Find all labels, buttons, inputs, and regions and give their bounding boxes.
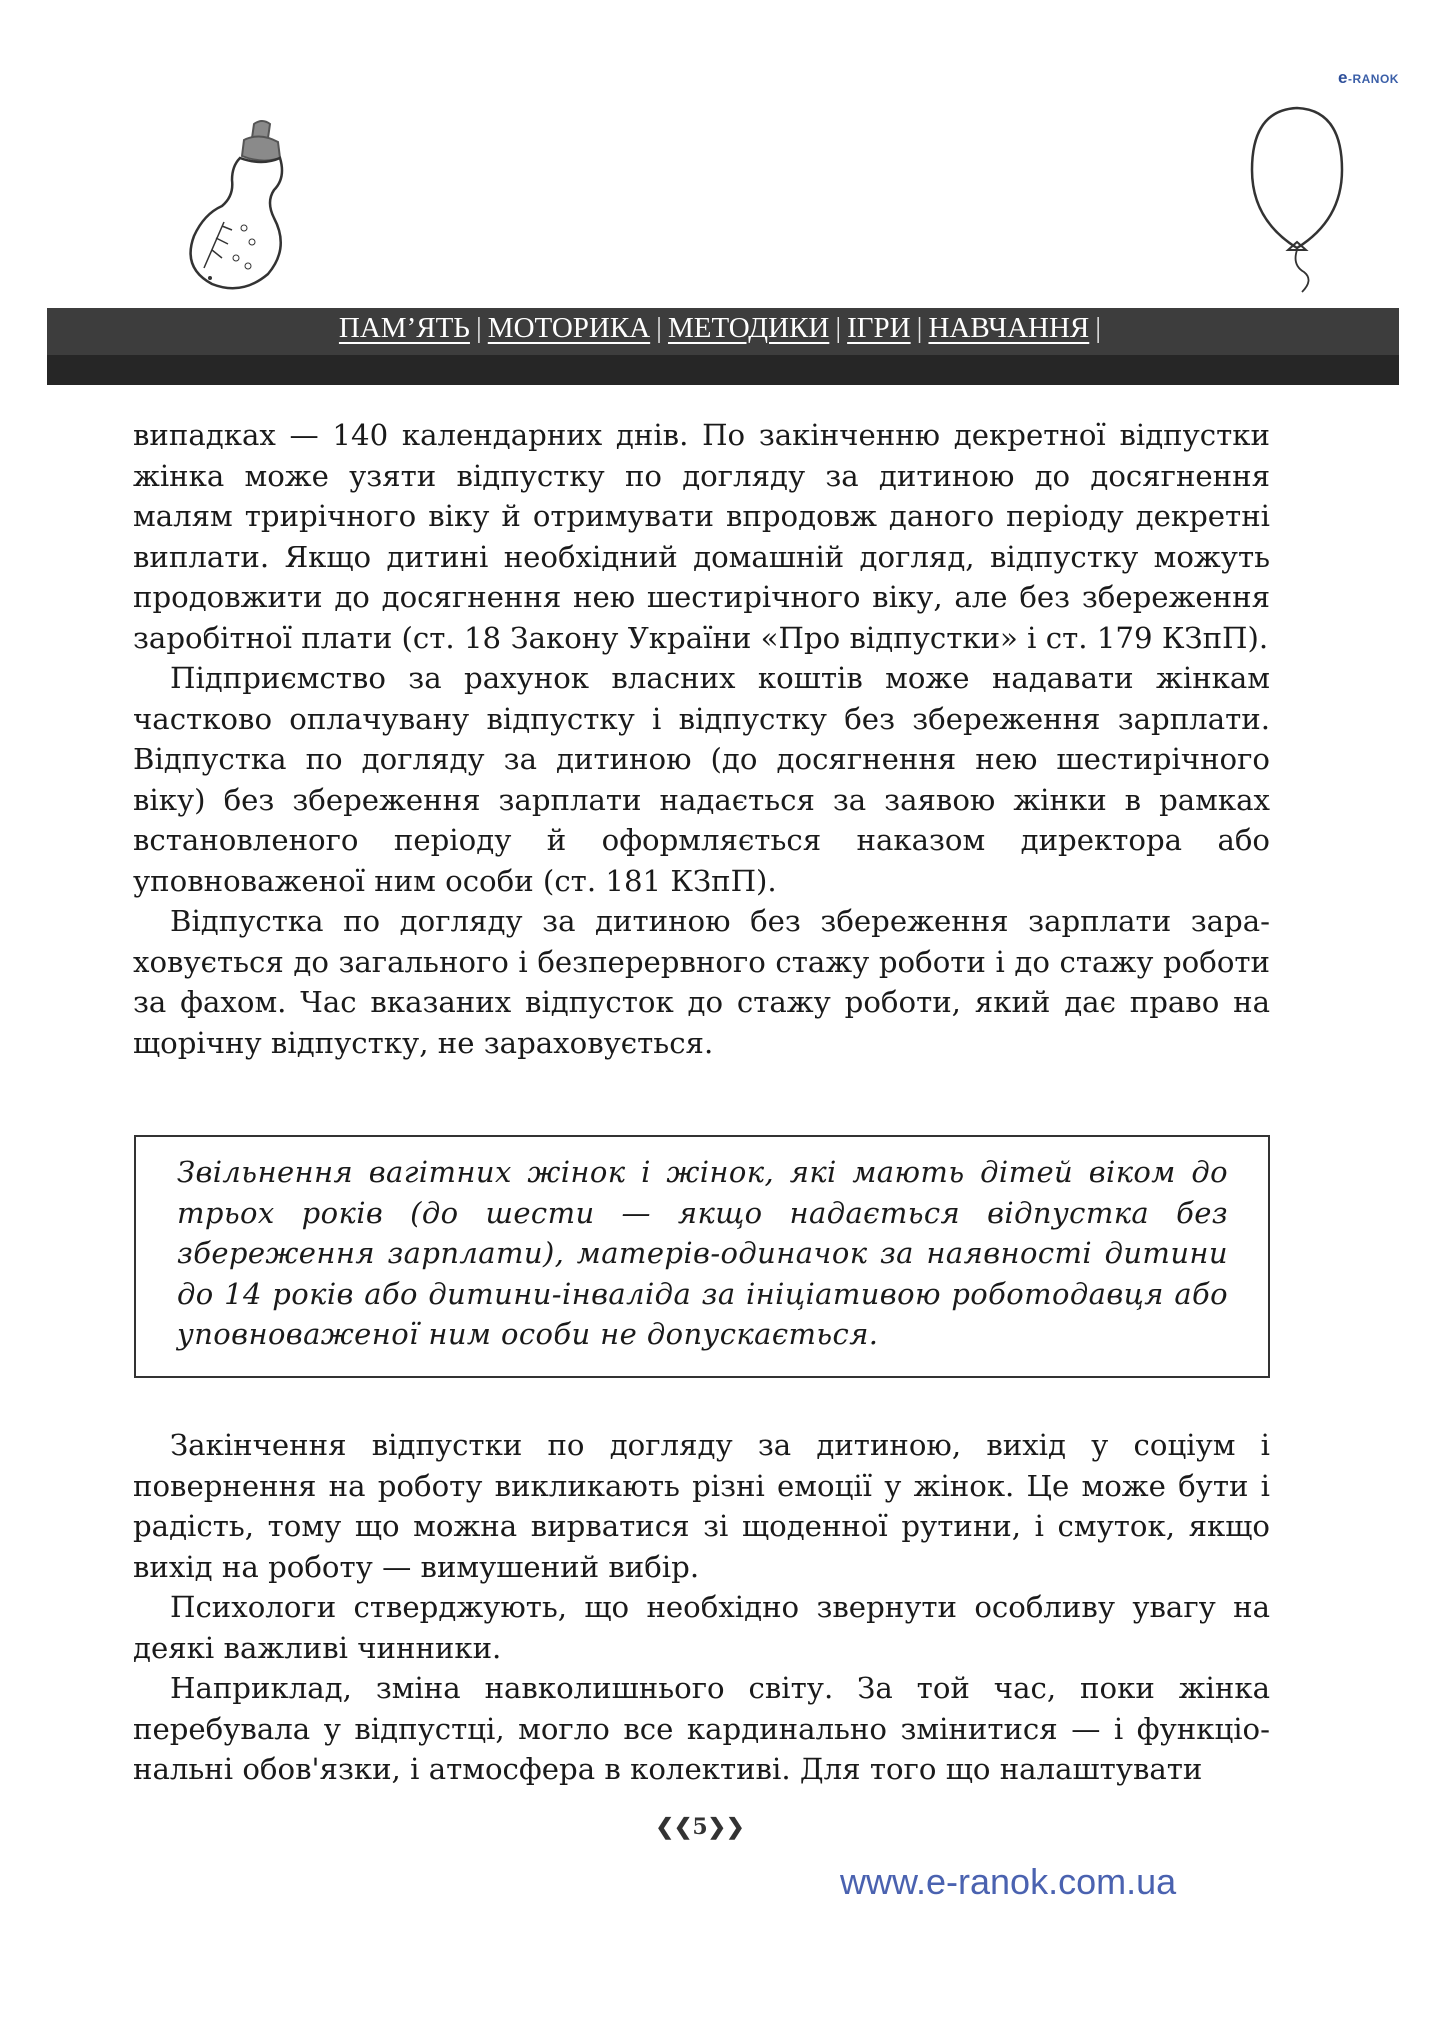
page-number: [645, 1814, 755, 1840]
nav-link-motorics[interactable]: МОТОРИКА: [487, 312, 651, 344]
balloon-icon: [1242, 100, 1352, 295]
paragraph: випадках — 140 календарних днів. По закінченню декретної відпустки жінка може узяти відпустку по догляду за дитиною до досягнення малям трирічного віку й отримувати впродовж даного періоду декретні виплати. Якщо дитині необхідний домашній догляд, відпустку можуть продовжити до досягнення нею шестирічного віку, але без збереження заробітної плати (ст. 18 Закону України «Про відпустки» і ст. 179 КЗпП).: [133, 418, 1270, 655]
body-text-bottom: [133, 1425, 1270, 1790]
nav-separator: |: [475, 312, 482, 344]
nav-separator: |: [1095, 312, 1102, 344]
footer-url[interactable]: www.e-ranok.com.ua: [840, 1861, 1177, 1902]
nav-link-learning[interactable]: НАВЧАННЯ: [928, 312, 1090, 344]
paragraph: Наприклад, зміна навколишнього світу. За той час, поки жінка перебувала у відпустці, могло все кардинально змінитися — і функціональні обов'язки, і атмосфера в колективі. Для того що налаштувати: [133, 1671, 1270, 1786]
paragraph: Психологи стверджують, що необхідно звернути особливу увагу на деякі важливі чинники.: [133, 1590, 1270, 1665]
legal-notice-box: [134, 1135, 1270, 1378]
nav-link-memory[interactable]: ПАМ’ЯТЬ: [338, 312, 470, 344]
nav-separator: |: [656, 312, 662, 344]
paragraph: Підприємство за рахунок власних коштів може надавати жінкам частково оплачувану відпустку і відпустку без збереження зарплати. Відпустка по догляду за дитиною (до досягнення нею шестирічного віку) без збереження зарплати надається за заявою жінки в рамках встановленого періоду й оформляється наказом директора або уповноваженої ним особи (ст. 181 КЗпП).: [133, 661, 1270, 898]
nav-separator: |: [916, 312, 923, 344]
nav-separator: |: [835, 312, 842, 344]
page-number-deco-right: ❯❯: [707, 1814, 745, 1840]
nav-link-games[interactable]: ІГРИ: [847, 312, 911, 344]
section-nav-bar: [47, 308, 1399, 385]
legal-notice-text: Звільнення вагітних жінок і жінок, які мають дітей віком до трьох років (до шести — якщо надається відпустка без збереження зарплати), матерів-одиначок за наявності дитини до 14 років або дитини-інваліда за ініціативою роботодавця або уповноваженої ним особи не допускається.: [177, 1155, 1228, 1351]
baby-bottle-icon: [182, 118, 302, 294]
paragraph: Відпустка по догляду за дитиною без збереження зарплати зараховується до загального і безперервного стажу роботи і до стажу роботи за фахом. Час вказаних відпусток до стажу роботи, який дає право на щорічну відпустку, не зараховується.: [133, 904, 1270, 1060]
page-number-value: 5: [692, 1814, 708, 1840]
paragraph: Закінчення відпустки по догляду за дитиною, вихід у соціум і повернення на роботу викликають різні емоції у жінок. Це може бути і радість, тому що можна вирватися зі щоденної рутини, і смуток, якщо вихід на роботу — вимушений вибір.: [133, 1428, 1270, 1584]
publisher-logo: e-RANOK: [1338, 68, 1399, 87]
nav-link-methods[interactable]: МЕТОДИКИ: [667, 312, 830, 344]
section-nav: [47, 312, 1399, 345]
body-text-top: [133, 415, 1270, 1063]
page-number-deco-left: ❮❮: [655, 1814, 693, 1840]
